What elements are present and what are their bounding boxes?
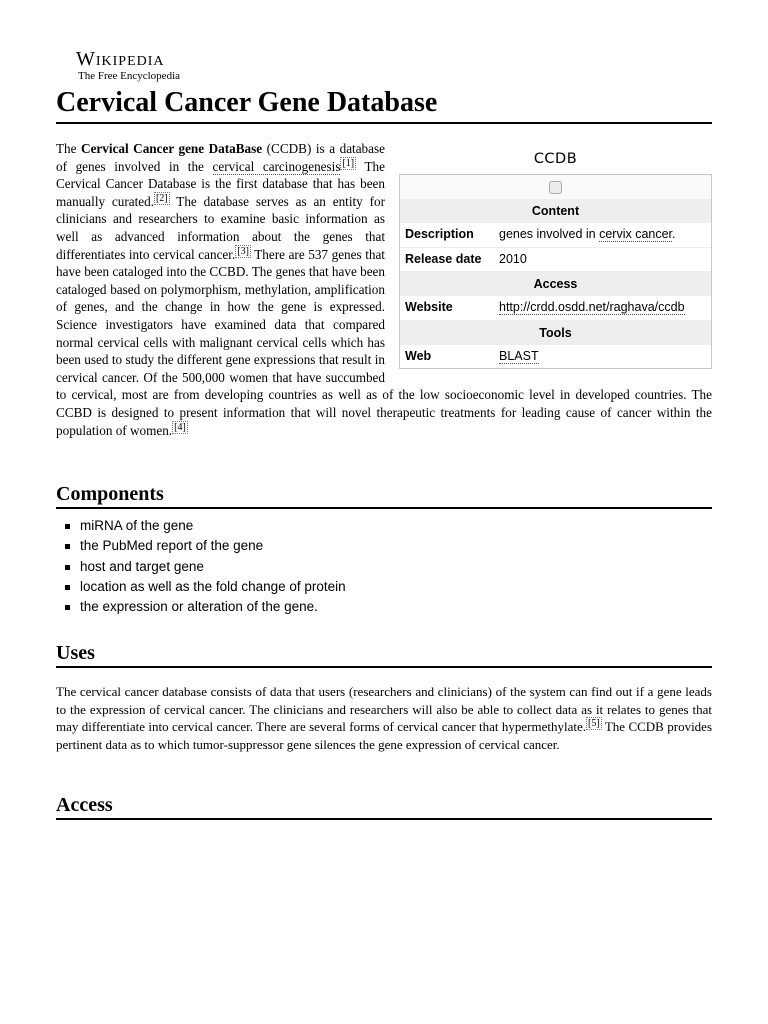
database-icon bbox=[549, 181, 562, 194]
intro-text-3: The Cervical Cancer Database is the first database that has been manually curated. bbox=[56, 158, 386, 209]
infobox bbox=[399, 140, 712, 369]
reference-5[interactable]: [5] bbox=[588, 718, 600, 730]
infobox-row-release-date bbox=[400, 248, 711, 273]
intro-text-1: The bbox=[56, 141, 82, 156]
infobox-image[interactable] bbox=[400, 175, 711, 199]
reference-4[interactable]: [4] bbox=[174, 421, 186, 433]
logo-tagline: The Free Encyclopedia bbox=[78, 70, 181, 82]
bullet-icon bbox=[65, 585, 70, 590]
uses-text-1: The cervical cancer database consists of data that users (researchers and clinicians) of the system can find out if a gene leads to the expression of cervical cancer. The clinicians and researchers will also be able to collect data as it relates to genes that may differentiate into cervical cancer. There are several forms of cervical cancer that hypermethylate. bbox=[56, 684, 712, 735]
heading-uses: Uses bbox=[56, 640, 712, 668]
wikipedia-logo[interactable] bbox=[76, 48, 226, 83]
bullet-icon bbox=[65, 605, 70, 610]
bullet-icon bbox=[65, 524, 70, 529]
intro-text-5: There are 537 genes that have been cataloged into the CCBD. The genes that have been cataloged based on polymorphism, methylation, amplification of genes, and the change in how the gene is expressed. Science investigators have examined data that compared normal cervical cells with malignant cervical cells which has been used to study the different gene expressions that result in cervical cancer. Of the 500,000 women that have succumbed to cervical, most are from developing countries as well as of the low socioeconomic level in developed countries. The CCBD is designed to present information that will novel therapeutic treatments for leading cause of cancer within the population of women. bbox=[56, 246, 712, 438]
release-date-label: Release date bbox=[405, 251, 482, 266]
bullet-icon bbox=[65, 544, 70, 549]
infobox-title: CCDB bbox=[533, 151, 578, 167]
list-item bbox=[56, 536, 346, 556]
web-label: Web bbox=[405, 348, 432, 363]
list-item-text: the expression or alteration of the gene. bbox=[80, 599, 318, 615]
list-item bbox=[56, 577, 346, 597]
reference-1[interactable]: [1] bbox=[342, 157, 355, 169]
description-suffix: . bbox=[672, 227, 676, 241]
reference-3[interactable]: [3] bbox=[237, 245, 249, 257]
bullet-icon bbox=[65, 565, 70, 570]
web-value bbox=[499, 345, 711, 369]
page-title: Cervical Cancer Gene Database bbox=[56, 84, 712, 124]
description-value bbox=[499, 223, 711, 247]
components-list bbox=[56, 516, 346, 617]
reference-2[interactable]: [2] bbox=[156, 192, 168, 204]
infobox-header-tools: Tools bbox=[400, 321, 711, 345]
list-item-text: location as well as the fold change of protein bbox=[80, 578, 346, 594]
infobox-header-content: Content bbox=[400, 199, 711, 223]
cervical-carcinogenesis-link[interactable]: cervical carcinogenesis bbox=[212, 158, 341, 174]
list-item bbox=[56, 516, 346, 536]
logo-wordmark: Wikipedia bbox=[76, 48, 165, 70]
infobox-row-web bbox=[400, 345, 711, 369]
website-value bbox=[499, 296, 711, 320]
uses-text-2: The CCDB provides pertinent data as to which tumor-suppressor gene silences the gene expression of cervical cancer. bbox=[56, 719, 713, 752]
description-label: Description bbox=[405, 227, 474, 241]
infobox-table bbox=[399, 174, 712, 369]
intro-section bbox=[56, 140, 712, 439]
uses-paragraph bbox=[56, 683, 712, 753]
intro-text-2: (CCDB) is a database of genes involved in the bbox=[56, 141, 385, 174]
list-item-text: miRNA of the gene bbox=[80, 518, 194, 533]
list-item-text: host and target gene bbox=[80, 558, 204, 574]
cervix-cancer-link[interactable]: cervix cancer bbox=[599, 227, 673, 241]
infobox-header-access: Access bbox=[400, 272, 711, 296]
website-label: Website bbox=[405, 300, 453, 314]
intro-text-4: The database serves as an entity for clinicians and researchers to examine basic information as well as advanced information about the genes that differentiates into cervical cancer. bbox=[56, 193, 385, 262]
list-item bbox=[56, 557, 346, 577]
intro-bold-name: Cervical Cancer gene DataBase bbox=[81, 141, 263, 156]
heading-components: Components bbox=[56, 481, 712, 509]
release-date-value: 2010 bbox=[499, 251, 527, 266]
infobox-row-website bbox=[400, 296, 711, 321]
list-item-text: the PubMed report of the gene bbox=[80, 538, 264, 554]
infobox-row-description bbox=[400, 223, 711, 248]
blast-link[interactable]: BLAST bbox=[499, 348, 539, 363]
website-link[interactable]: http://crdd.osdd.net/raghava/ccdb bbox=[499, 300, 685, 314]
description-prefix: genes involved in bbox=[499, 227, 600, 241]
list-item bbox=[56, 597, 346, 617]
heading-access: Access bbox=[56, 792, 712, 820]
